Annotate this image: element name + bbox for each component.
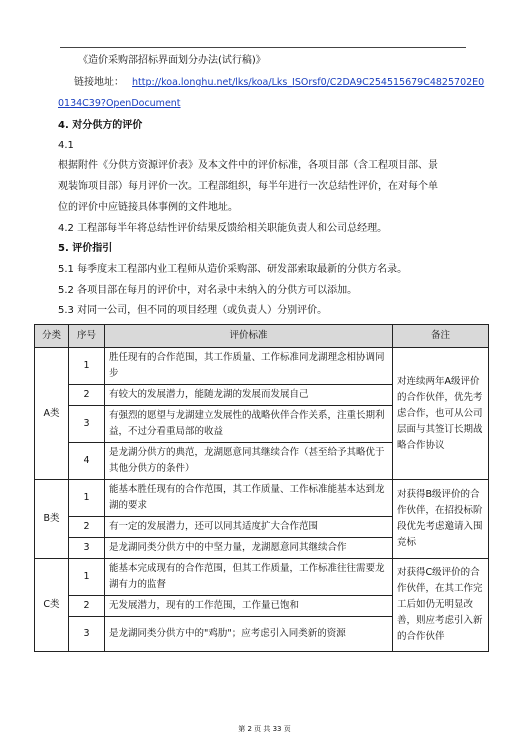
header-rule: [60, 47, 466, 48]
header-number: 序号: [69, 325, 105, 348]
criteria-text: 有一定的发展潜力，还可以同其适度扩大合作范围: [105, 517, 393, 538]
section-4-1-line-1: 根据附件《分供方资源评价表》及本文件中的评价标准，各项目部（含工程项目部、景: [58, 160, 438, 171]
remark-b: 对获得B级评价的合作伙伴，在招投标阶段优先考虑邀请入围竞标: [393, 480, 489, 559]
document-link-line-2[interactable]: 0134C39?OpenDocument: [58, 98, 181, 109]
criteria-text: 无发展潜力，现有的工作范围，工作量已饱和: [105, 596, 393, 617]
criteria-text: 是龙湖分供方的典范，龙湖愿意同其继续合作（甚至给予其略优于其他分供方的条件）: [105, 443, 393, 480]
page-footer: 第 2 页 共 33 页: [238, 725, 291, 733]
section-4-1-line-3: 位的评价中应链接具体事例的文件地址。: [58, 202, 238, 213]
category-b: B类: [35, 480, 69, 559]
header-criteria: 评价标准: [105, 325, 393, 348]
row-number: 1: [69, 559, 105, 596]
row-number: 2: [69, 596, 105, 617]
evaluation-table: [34, 324, 489, 652]
criteria-text: 有强烈的愿望与龙湖建立发展性的战略伙伴合作关系，注重长期利益，不过分看重局部的收益: [105, 406, 393, 443]
remark-a: 对连续两年A级评价的合作伙伴，优先考虑合作，也可从公司层面与其签订长期战略合作协议: [393, 348, 489, 480]
table-header-row: [35, 325, 489, 348]
table-row: [35, 348, 489, 385]
section-5-1: 5.1 每季度末工程部内业工程师从造价采购部、研发部索取最新的分供方名录。: [58, 264, 408, 275]
document-title: 《造价采购部招标界面划分办法(试行稿)》: [78, 55, 266, 66]
row-number: 4: [69, 443, 105, 480]
row-number: 1: [69, 480, 105, 517]
section-4-heading: 4. 对分供方的评价: [58, 120, 143, 131]
row-number: 3: [69, 538, 105, 559]
row-number: 2: [69, 517, 105, 538]
section-4-2: 4.2 工程部每半年将总结性评价结果反馈给相关职能负责人和公司总经理。: [58, 223, 388, 234]
document-link-line-1[interactable]: http://koa.longhu.net/lks/koa/Lks_ISOrsf0/C2DA9C254515679C4825702E0: [132, 77, 485, 88]
table-row: [35, 559, 489, 596]
section-4-1-number: 4.1: [58, 140, 74, 151]
row-number: 2: [69, 385, 105, 406]
table-row: [35, 480, 489, 517]
header-category: 分类: [35, 325, 69, 348]
row-number: 3: [69, 406, 105, 443]
section-5-2: 5.2 各项目部在每月的评价中，对名录中未纳入的分供方可以添加。: [58, 285, 358, 296]
category-c: C类: [35, 559, 69, 652]
criteria-text: 有较大的发展潜力，能随龙湖的发展而发展自己: [105, 385, 393, 406]
criteria-text: 胜任现有的合作范围，其工作质量、工作标准同龙湖理念相协调同步: [105, 348, 393, 385]
link-label: 链接地址：: [74, 77, 124, 88]
category-a: A类: [35, 348, 69, 480]
section-5-3: 5.3 对同一公司，但不同的项目经理（或负责人）分别评价。: [58, 305, 328, 316]
section-5-heading: 5. 评价指引: [58, 243, 113, 254]
section-4-1-line-2: 观装饰项目部）每月评价一次。工程部组织，每半年进行一次总结性评价，在对每个单: [58, 181, 438, 192]
criteria-text: 能基本完成现有的合作范围，但其工作质量，工作标准往往需要龙湖有力的监督: [105, 559, 393, 596]
criteria-text: 能基本胜任现有的合作范围，其工作质量、工作标准能基本达到龙湖的要求: [105, 480, 393, 517]
row-number: 3: [69, 617, 105, 652]
header-remarks: 备注: [393, 325, 489, 348]
row-number: 1: [69, 348, 105, 385]
remark-c: 对获得C级评价的合作伙伴，在其工作完工后如仍无明显改善，则应考虑引入新的合作伙伴: [393, 559, 489, 652]
criteria-text: 是龙湖同类分供方中的"鸡肋"；应考虑引入同类新的资源: [105, 617, 393, 652]
criteria-text: 是龙湖同类分供方中的中坚力量，龙湖愿意同其继续合作: [105, 538, 393, 559]
